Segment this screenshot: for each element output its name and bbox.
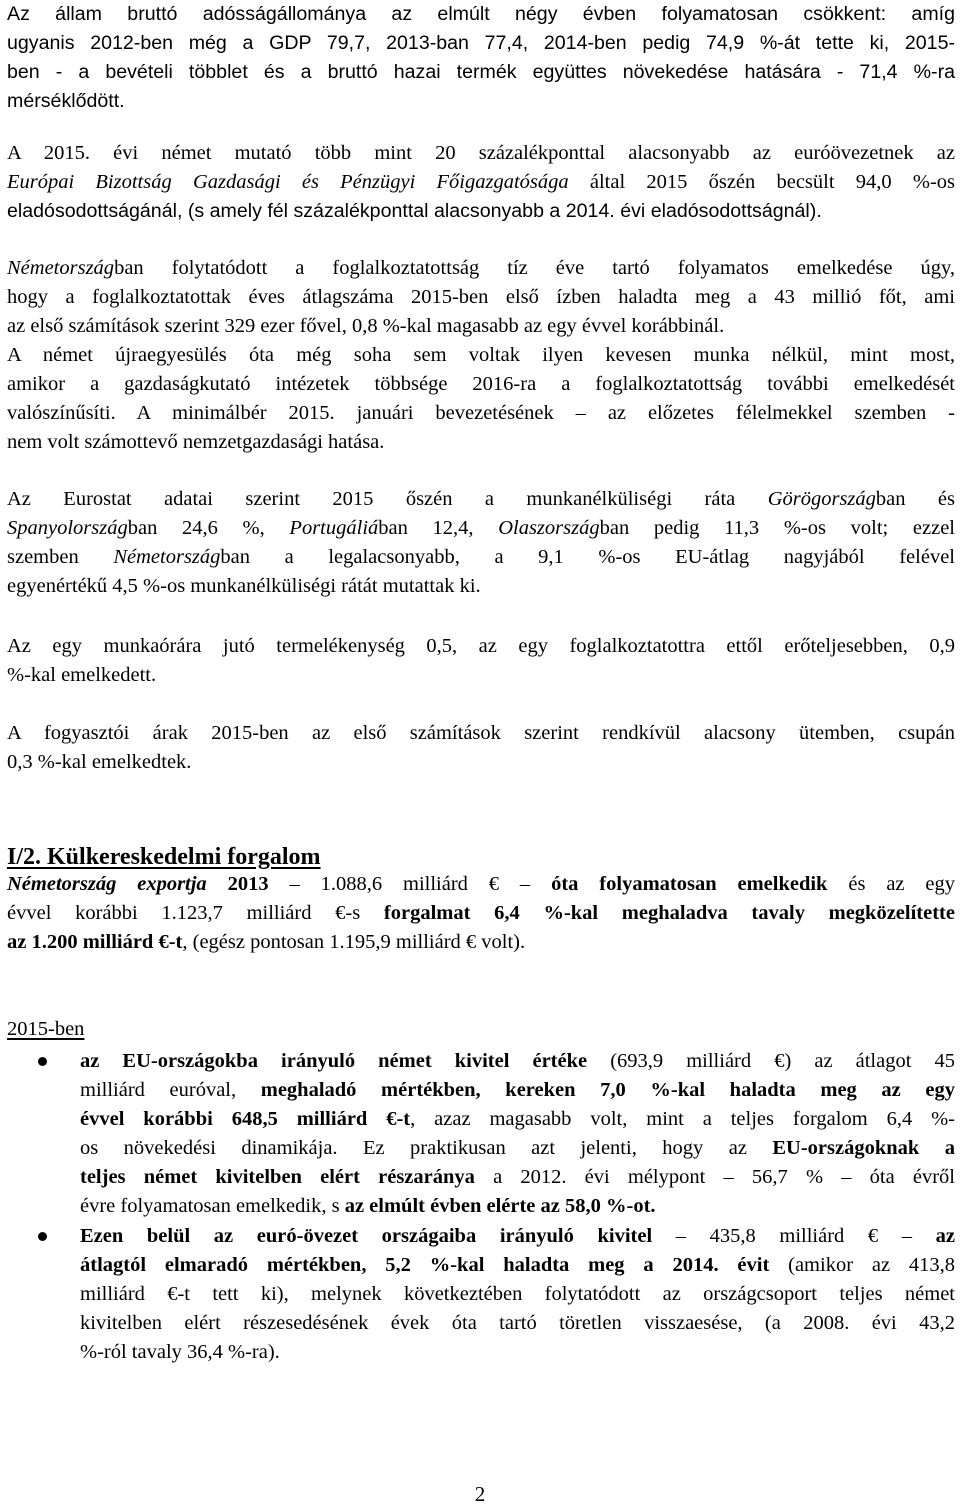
bullet-item-eurozone-exports	[80, 1222, 955, 1367]
paragraph-line: teljes német kivitelben elért részaránya a 2012. évi mélypont – 56,7 % – óta évről	[80, 1166, 956, 1188]
paragraph-line: Az Eurostat adatai szerint 2015 őszén a munkanélküliségi ráta Görögországban és	[7, 488, 955, 510]
paragraph-prices	[7, 719, 955, 777]
paragraph-line: az első számítások szerint 329 ezer fővel, 0,8 %-kal magasabb az egy évvel korábbinál.	[7, 315, 725, 337]
paragraph-line: %-kal emelkedett.	[7, 664, 157, 686]
paragraph-line: Az állam bruttó adósságállománya az elmúlt négy évben folyamatosan csökkent: amíg	[7, 3, 955, 25]
italic-text: Németország	[7, 257, 115, 279]
bullet-item-eu-exports	[80, 1047, 955, 1221]
paragraph-unemployment	[7, 485, 955, 601]
paragraph-line: Németország exportja 2013 – 1.088,6 milliárd € – óta folyamatosan emelkedik és az egy	[7, 873, 956, 895]
paragraph-line: mérséklődött.	[7, 90, 125, 112]
paragraph-line: kivitelben elért részesedésének évek óta tartó töretlen visszaesése, (a 2008. évi 43,2	[80, 1312, 955, 1334]
paragraph-line: amikor a gazdaságkutató intézetek többsége 2016-ra a foglalkoztatottság további emelkedését	[7, 373, 955, 395]
paragraph-line: Európai Bizottság Gazdasági és Pénzügyi Főigazgatósága által 2015 őszén becsült 94,0 %-os	[7, 171, 955, 193]
paragraph-line: évvel korábbi 648,5 milliárd €-t, azaz magasabb volt, mint a teljes forgalom 6,4 %-	[80, 1108, 955, 1130]
year-heading-text: 2015-ben	[7, 1018, 85, 1040]
bullet-icon	[38, 1232, 47, 1241]
paragraph-line: átlagtól elmaradó mértékben, 5,2 %-kal haladta meg a 2014. évit (amikor az 413,8	[80, 1254, 955, 1276]
paragraph-line: Németországban folytatódott a foglalkoztatottság tíz éve tartó folyamatos emelkedése úgy,	[7, 257, 955, 279]
paragraph-line: egyenértékű 4,5 %-os munkanélküliségi rátát mutattak ki.	[7, 575, 481, 597]
paragraph-line: Az egy munkaórára jutó termelékenység 0,5, az egy foglalkoztatottra ettől erőteljesebben, 0,9	[7, 635, 955, 657]
paragraph-line: évvel korábbi 1.123,7 milliárd €-s forgalmat 6,4 %-kal meghaladva tavaly megközelítette	[7, 902, 955, 924]
paragraph-line: Ezen belül az euró-övezet országaiba irányuló kivitel – 435,8 milliárd € – az	[80, 1225, 955, 1247]
paragraph-line: szemben Németországban a legalacsonyabb, a 9,1 %-os EU-átlag nagyjából felével	[7, 546, 955, 568]
paragraph-line: ben - a bevételi többlet és a bruttó hazai termék együttes növekedése hatására - 71,4 %-ra	[7, 61, 955, 83]
paragraph-line: milliárd euróval, meghaladó mértékben, kereken 7,0 %-kal haladta meg az egy	[80, 1079, 955, 1101]
paragraph-line: os növekedési dinamikája. Ez praktikusan azt jelenti, hogy az EU-országoknak a	[80, 1137, 955, 1159]
paragraph-line: %-ról tavaly 36,4 %-ra).	[80, 1341, 280, 1363]
paragraph-line: eladósodottságánál, (s amely fél százalékponttal alacsonyabb a 2014. évi eladósodottságnál).	[7, 200, 822, 222]
paragraph-line: A német újraegyesülés óta még soha sem voltak ilyen kevesen munka nélkül, mint most,	[7, 344, 955, 366]
paragraph-debt	[7, 0, 955, 116]
paragraph-line: milliárd €-t tett ki), melynek következtében folytatódott az országcsoport teljes német	[80, 1283, 955, 1305]
paragraph-line: nem volt számottevő nemzetgazdasági hatása.	[7, 431, 385, 453]
paragraph-line: A 2015. évi német mutató több mint 20 százalékponttal alacsonyabb az euróövezetnek az	[7, 142, 955, 164]
paragraph-line: 0,3 %-kal emelkedtek.	[7, 751, 192, 773]
paragraph-line: A fogyasztói árak 2015-ben az első számítások szerint rendkívül alacsony ütemben, csupán	[7, 722, 955, 744]
paragraph-line: az 1.200 milliárd €-t, (egész pontosan 1.195,9 milliárd € volt).	[7, 931, 526, 953]
paragraph-line: valószínűsíti. A minimálbér 2015. januári bevezetésének – az előzetes félelmekkel szemben -	[7, 402, 955, 424]
paragraph-german-indicator	[7, 139, 955, 226]
year-subheading	[7, 1015, 955, 1044]
section-heading: I/2. Külkereskedelmi forgalom	[7, 844, 321, 870]
paragraph-line: hogy a foglalkoztatottak éves átlagszáma 2015-ben első ízben haladta meg a 43 millió főt, ami	[7, 286, 955, 308]
paragraph-line: az EU-országokba irányuló német kivitel értéke (693,9 milliárd €) az átlagot 45	[80, 1050, 955, 1072]
paragraph-export	[7, 870, 955, 957]
bullet-icon	[38, 1057, 47, 1066]
paragraph-line: évre folyamatosan emelkedik, s az elmúlt évben elérte az 58,0 %-ot.	[80, 1195, 656, 1217]
paragraph-productivity	[7, 632, 955, 690]
paragraph-line: Spanyolországban 24,6 %, Portugáliában 12,4, Olaszországban pedig 11,3 %-os volt; ezzel	[7, 517, 955, 539]
paragraph-employment	[7, 254, 955, 457]
italic-text: Európai Bizottság Gazdasági és Pénzügyi Főigazgatósága	[7, 171, 569, 193]
page-number: 2	[474, 1482, 486, 1506]
paragraph-line: ugyanis 2012-ben még a GDP 79,7, 2013-ban 77,4, 2014-ben pedig 74,9 %-át tette ki, 2015-	[7, 32, 955, 54]
